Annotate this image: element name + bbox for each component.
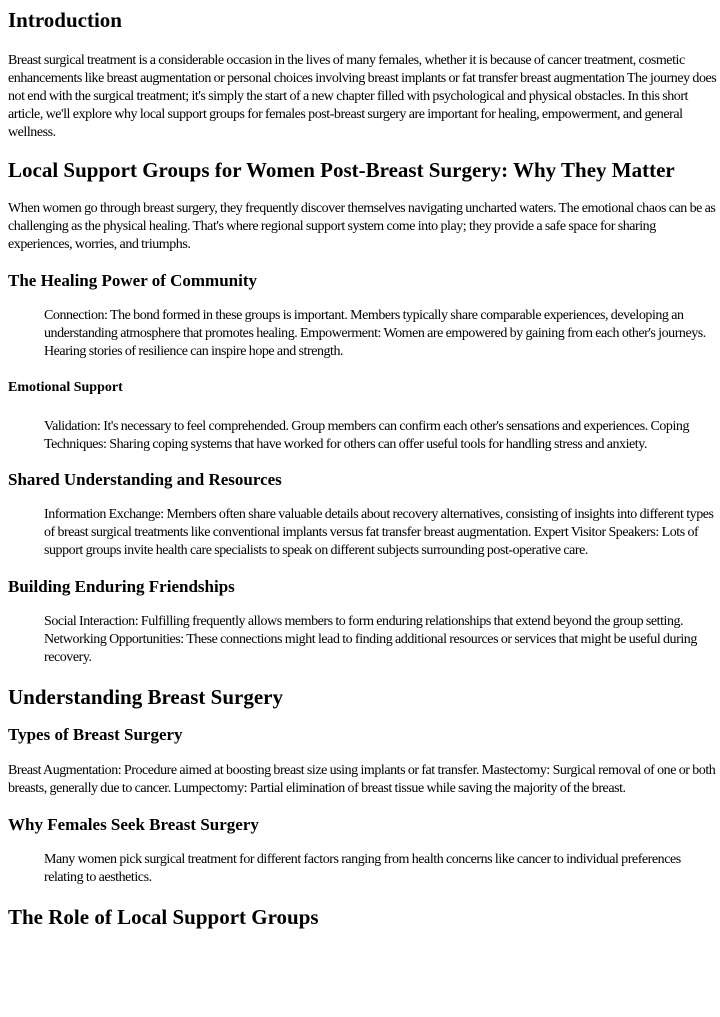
emotional-support-heading: Emotional Support — [8, 380, 123, 395]
why-seek-surgery-heading: Why Females Seek Breast Surgery — [8, 815, 259, 834]
why-seek-surgery-paragraph: Many women pick surgical treatment for different factors ranging from health concerns like cancer to individual preferences relating to aesthetics. — [44, 852, 681, 885]
role-of-support-groups-heading: The Role of Local Support Groups — [8, 905, 319, 929]
intro-heading: Introduction — [8, 8, 122, 32]
healing-power-heading: The Healing Power of Community — [8, 271, 258, 290]
understanding-surgery-heading: Understanding Breast Surgery — [8, 685, 283, 709]
why-they-matter-paragraph: When women go through breast surgery, they frequently discover themselves navigating uncharted waters. The emotional chaos can be as challenging as the physical healing. That's where regional support system come into play; they provide a safe space for sharing experiences, worries, and triumphs. — [8, 201, 716, 252]
friendships-heading: Building Enduring Friendships — [8, 577, 235, 596]
friendships-paragraph: Social Interaction: Fulfilling frequently allows members to form enduring relationships that extend beyond the group setting. Networking Opportunities: These connections might lead to finding additional resources or services that might be useful during recovery. — [44, 614, 697, 665]
emotional-support-paragraph: Validation: It's necessary to feel comprehended. Group members can confirm each other's sensations and experiences. Coping Techniques: Sharing coping systems that have worked for others can offer useful tools for handling stress and anxiety. — [44, 419, 690, 452]
types-of-surgery-paragraph: Breast Augmentation: Procedure aimed at boosting breast size using implants or fat transfer. Mastectomy: Surgical removal of one or both breasts, generally due to cancer. Lumpectomy: Partial elimination of breast tissue while saving the majority of the breast. — [8, 763, 716, 796]
shared-understanding-heading: Shared Understanding and Resources — [8, 470, 282, 489]
shared-understanding-paragraph: Information Exchange: Members often share valuable details about recovery alternatives, consisting of insights into different types of breast surgical treatments like conventional implants versus fat transfer breast augmentation. Expert Visitor Speakers: Lots of support groups invite health care specialists to speak on different subjects surrounding post-operative care. — [44, 507, 714, 558]
healing-power-paragraph: Connection: The bond formed in these groups is important. Members typically share comparable experiences, developing an understanding atmosphere that promotes healing. Empowerment: Women are empowered by gaining from each other's journeys. Hearing stories of resilience can inspire hope and strength. — [44, 308, 706, 359]
why-they-matter-heading: Local Support Groups for Women Post-Breast Surgery: Why They Matter — [8, 158, 675, 182]
intro-paragraph: Breast surgical treatment is a considerable occasion in the lives of many females, whether it is because of cancer treatment, cosmetic enhancements like breast augmentation or personal choices involving breast implants or fat transfer breast augmentation The journey does not end with the surgical treatment; it's simply the start of a new chapter filled with psychological and physical obstacles. In this short article, we'll explore why local support groups for females post-breast surgery are important for healing, empowerment, and general wellness. — [8, 53, 717, 140]
types-of-surgery-heading: Types of Breast Surgery — [8, 725, 183, 744]
